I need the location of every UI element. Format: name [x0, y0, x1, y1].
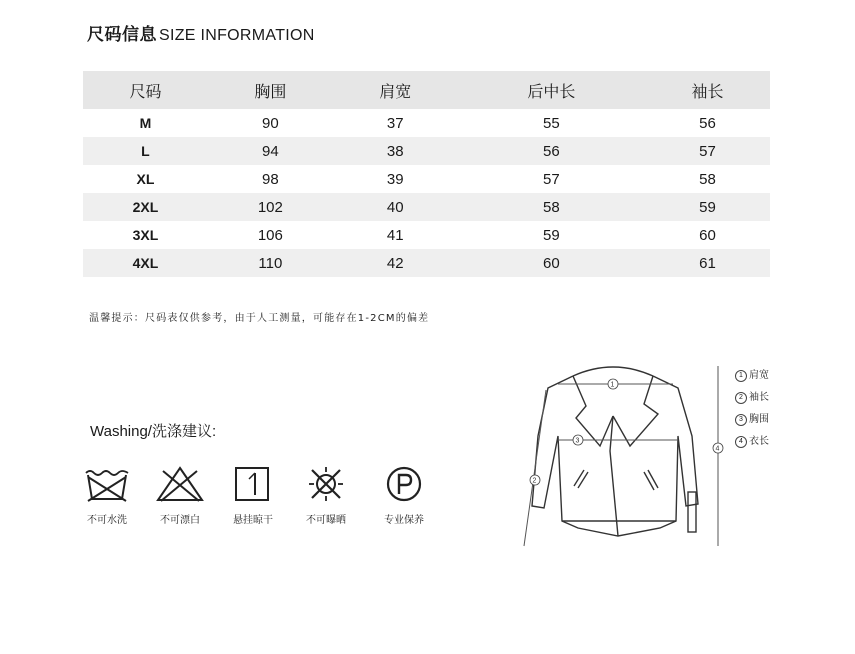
header-shoulder: 肩宽 — [379, 81, 412, 101]
care-item-no-bleach — [145, 465, 215, 526]
cell-chest: 106 — [257, 226, 283, 244]
cell-size: 4XL — [132, 255, 159, 271]
cell-sleeve: 61 — [699, 254, 716, 272]
marker-1: 1 — [610, 381, 615, 389]
legend-item — [735, 365, 769, 387]
cell-shoulder: 37 — [386, 114, 404, 132]
cell-sleeve: 60 — [699, 226, 716, 244]
header-size: 尺码 — [129, 81, 162, 101]
care-item-hang-dry — [218, 465, 288, 526]
cell-size: 2XL — [132, 199, 159, 215]
table-row — [83, 137, 770, 165]
legend-num: 1 — [735, 370, 747, 382]
care-item-no-sun-dry — [291, 465, 361, 526]
care-caption: 不可水洗 — [87, 515, 127, 526]
care-caption: 专业保养 — [384, 515, 424, 526]
cell-shoulder: 38 — [386, 142, 404, 160]
cell-back-length: 60 — [543, 254, 560, 272]
cell-shoulder: 39 — [386, 170, 404, 188]
cell-size: L — [141, 143, 150, 159]
cell-back-length: 55 — [543, 114, 560, 132]
table-row — [83, 221, 770, 249]
cell-sleeve: 57 — [699, 142, 716, 160]
title-en: SIZE INFORMATION — [159, 27, 315, 44]
legend-num: 3 — [735, 414, 747, 426]
cell-back-length: 59 — [543, 226, 560, 244]
header-back-length: 后中长 — [527, 81, 576, 101]
legend-num: 2 — [735, 392, 747, 404]
care-caption: 不可漂白 — [160, 515, 200, 526]
title-zh: 尺码信息 — [87, 25, 157, 45]
marker-3: 3 — [575, 437, 580, 445]
no-wash-icon — [82, 465, 132, 503]
care-item-no-wash — [72, 465, 142, 526]
no-sun-dry-icon — [301, 465, 351, 503]
care-caption: 不可曝晒 — [306, 515, 346, 526]
cell-sleeve: 59 — [699, 198, 716, 216]
page-title — [87, 20, 315, 45]
no-bleach-icon — [155, 465, 205, 503]
marker-4: 4 — [715, 445, 720, 453]
cell-chest: 102 — [257, 198, 283, 216]
cell-chest: 90 — [262, 114, 279, 132]
washing-label: Washing/洗涤建议: — [90, 423, 217, 440]
table-row — [83, 109, 770, 137]
cell-shoulder: 41 — [386, 226, 404, 244]
legend-label: 肩宽 — [749, 370, 769, 381]
header-chest: 胸围 — [254, 81, 287, 101]
cell-shoulder: 40 — [386, 198, 404, 216]
cell-shoulder: 42 — [386, 254, 404, 272]
legend-label: 衣长 — [749, 436, 769, 447]
legend-item — [735, 387, 769, 409]
legend-item — [735, 409, 769, 431]
cell-size: XL — [136, 171, 155, 187]
cell-chest: 98 — [262, 170, 279, 188]
cell-sleeve: 56 — [699, 114, 716, 132]
table-row — [83, 193, 770, 221]
cell-chest: 110 — [258, 254, 283, 272]
legend-item — [735, 431, 769, 453]
measurement-tip: 温馨提示：尺码表仅供参考，由于人工测量，可能存在1-2CM的偏差 — [89, 313, 430, 324]
hang-dry-icon — [228, 465, 278, 503]
cell-back-length: 56 — [543, 142, 560, 160]
size-table — [83, 71, 770, 277]
cell-back-length: 58 — [543, 198, 560, 216]
header-sleeve: 袖长 — [691, 81, 724, 101]
professional-care-icon — [379, 465, 429, 503]
diagram-legend — [735, 365, 769, 453]
marker-2: 2 — [532, 477, 537, 485]
cell-chest: 94 — [262, 142, 279, 160]
table-header-row — [83, 71, 770, 109]
table-row — [83, 165, 770, 193]
cell-sleeve: 58 — [699, 170, 716, 188]
legend-label: 胸围 — [749, 414, 769, 425]
cell-size: M — [139, 115, 152, 131]
care-caption: 悬挂晾干 — [233, 515, 273, 526]
legend-num: 4 — [735, 436, 747, 448]
table-row — [83, 249, 770, 277]
care-item-professional — [369, 465, 439, 526]
cell-size: 3XL — [132, 227, 159, 243]
jacket-diagram — [518, 356, 728, 552]
cell-back-length: 57 — [543, 170, 560, 188]
legend-label: 袖长 — [749, 392, 769, 403]
